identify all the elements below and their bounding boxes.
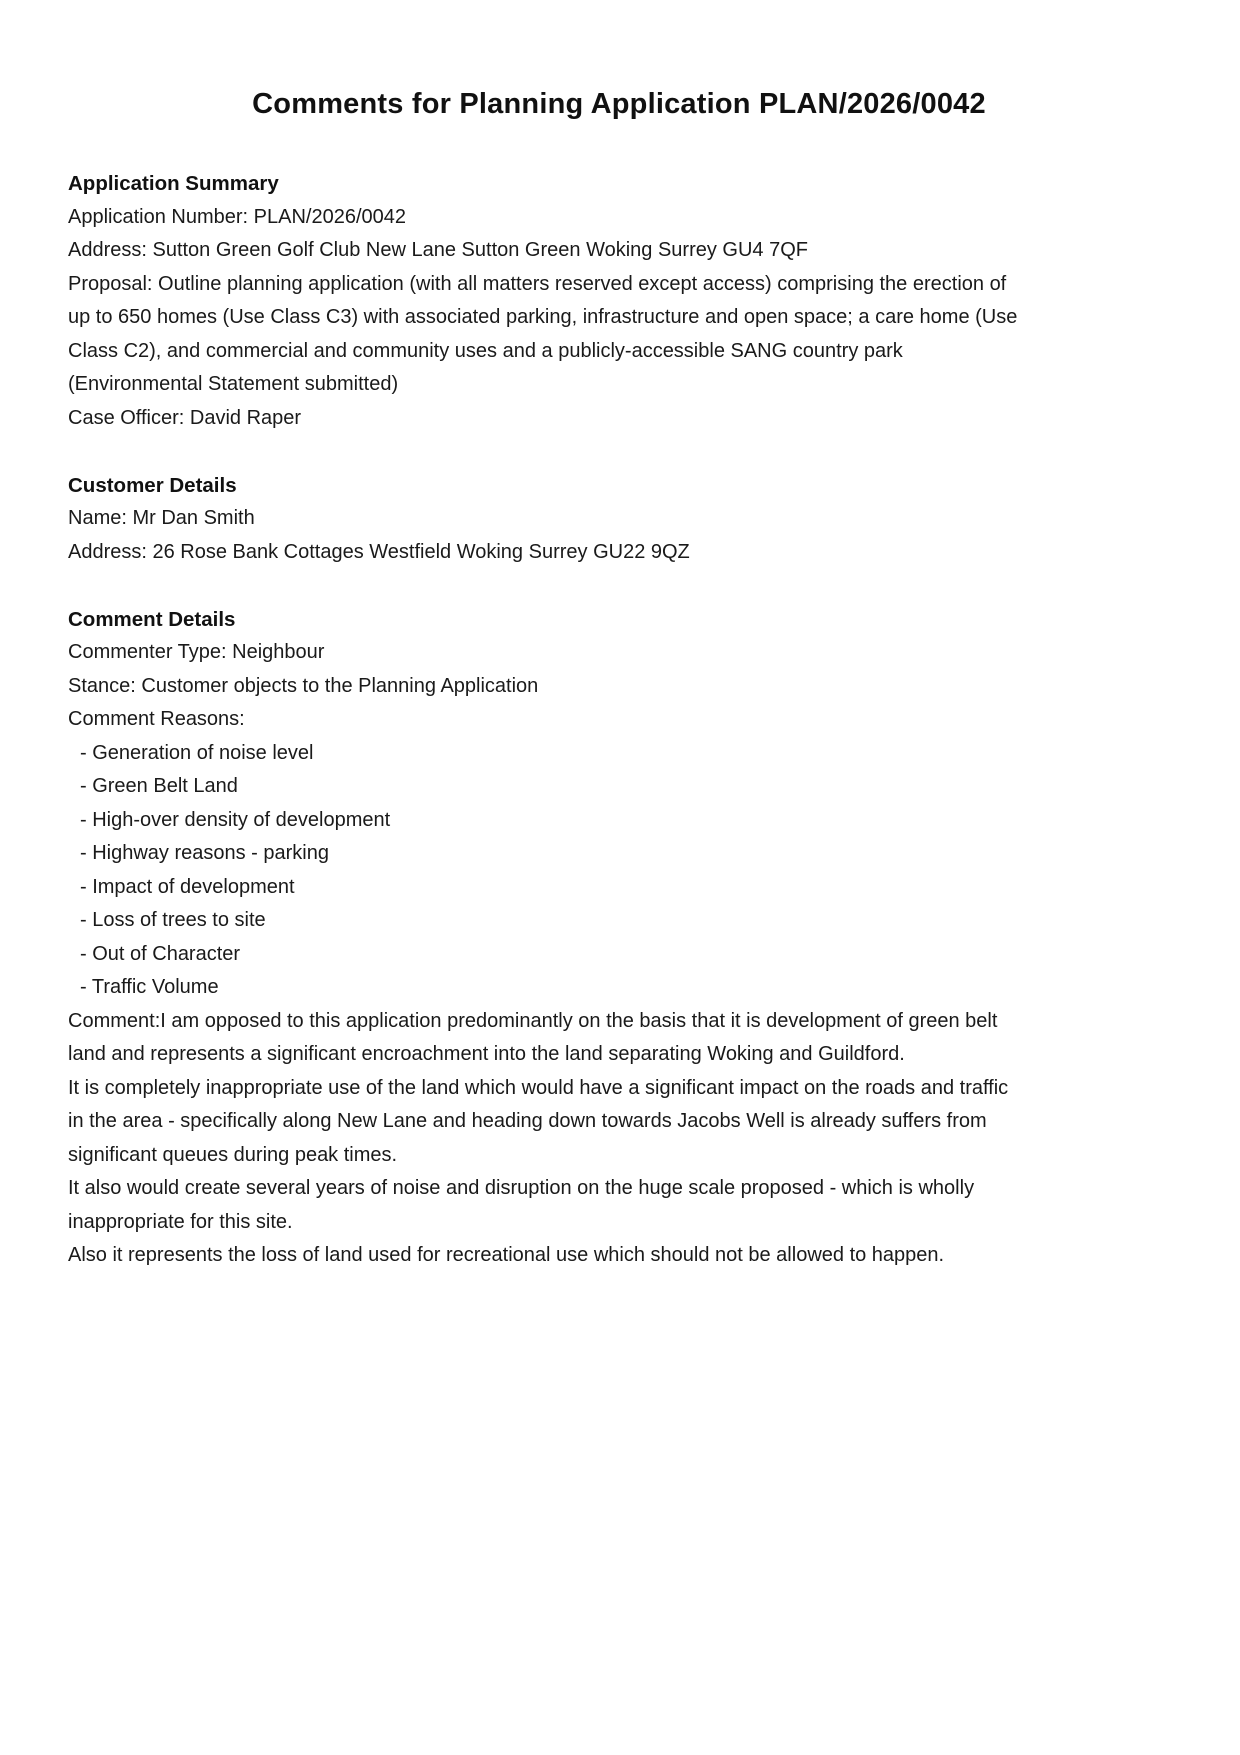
customer-details-section: [68, 469, 1018, 570]
reason-item: - Generation of noise level: [80, 741, 314, 764]
customer-details-heading: Customer Details: [68, 473, 237, 497]
comment-paragraph: It also would create several years of noise and disruption on the huge scale proposed - which is wholly inappropriate for this site.: [68, 1177, 975, 1233]
application-number-line: Application Number: PLAN/2026/0042: [68, 205, 406, 228]
comment-paragraph: Also it represents the loss of land used for recreational use which should not be allowed to happen.: [68, 1244, 945, 1266]
application-proposal-line: Proposal: Outline planning application (with all matters reserved except access) comprising the erection of up to 650 homes (Use Class C3) with associated parking, infrastructure and open space; a care home (Use Class C2), and commercial and community uses and a publicly-accessible SANG country park (Environmental Statement submitted): [68, 272, 1018, 395]
reason-item: - Impact of development: [80, 875, 295, 898]
comment-reasons-label: Comment Reasons:: [68, 708, 245, 730]
reason-item: - Traffic Volume: [80, 976, 219, 998]
application-summary-section: [68, 167, 1018, 435]
comment-paragraph: Comment:I am opposed to this application predominantly on the basis that it is development of green belt land and represents a significant encroachment into the land separating Woking and Guildford.: [68, 1009, 998, 1065]
reason-item: - Green Belt Land: [80, 775, 238, 797]
reason-item: - High-over density of development: [80, 808, 391, 831]
reason-item: - Out of Character: [80, 942, 241, 965]
reason-item: - Highway reasons - parking: [80, 842, 329, 864]
application-address-line: Address: Sutton Green Golf Club New Lane Sutton Green Woking Surrey GU4 7QF: [68, 239, 808, 261]
document-content: [68, 167, 1018, 1273]
customer-address-line: Address: 26 Rose Bank Cottages Westfield Woking Surrey GU22 9QZ: [68, 540, 690, 563]
comment-reasons-list: [68, 737, 1018, 1005]
commenter-type-line: Commenter Type: Neighbour: [68, 641, 325, 663]
page-title: Comments for Planning Application PLAN/2026/0042: [252, 88, 986, 120]
comment-details-section: [68, 603, 1018, 1273]
stance-line: Stance: Customer objects to the Planning Application: [68, 674, 539, 697]
application-summary-heading: Application Summary: [68, 172, 279, 195]
comment-paragraph: It is completely inappropriate use of the land which would have a significant impact on the roads and traffic in the area - specifically along New Lane and heading down towards Jacobs Well is already suffers from significant queues during peak times.: [68, 1076, 1009, 1166]
comment-details-heading: Comment Details: [68, 607, 236, 631]
reason-item: - Loss of trees to site: [80, 909, 266, 931]
case-officer-line: Case Officer: David Raper: [68, 406, 302, 429]
customer-name-line: Name: Mr Dan Smith: [68, 507, 255, 529]
